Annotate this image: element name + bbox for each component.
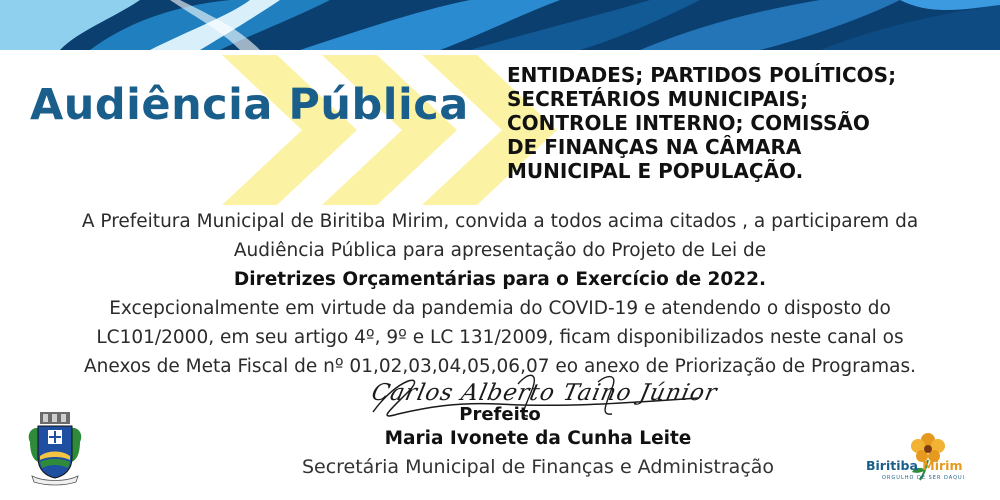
- logo-name-part2: Mirim: [922, 458, 963, 473]
- invitation-text: [0, 207, 1000, 381]
- banner-waves-graphic: [0, 0, 1000, 50]
- invitation-highlight: Diretrizes Orçamentárias para o Exercício de 2022.: [233, 269, 767, 290]
- logo-name-part1: Biritiba: [866, 458, 918, 473]
- audience-line: ENTIDADES; PARTIDOS POLÍTICOS;: [507, 63, 897, 87]
- secretary-name: Maria Ivonete da Cunha Leite: [384, 428, 692, 449]
- audience-line: MUNICIPAL E POPULAÇÃO.: [507, 159, 804, 183]
- invitation-line: A Prefeitura Municipal de Biritiba Mirim, convida a todos acima citados , a participarem da: [81, 211, 919, 232]
- audience-line: CONTROLE INTERNO; COMISSÃO: [507, 111, 870, 135]
- audience-list: [507, 63, 987, 183]
- page-title: Audiência Pública: [30, 80, 469, 130]
- municipal-crest-icon: [26, 412, 84, 486]
- department-name: Secretária Municipal de Finanças e Administração: [301, 456, 775, 478]
- invitation-line: Anexos de Meta Fiscal de nº 01,02,03,04,05,06,07 eo anexo de Priorização de Programas.: [84, 356, 916, 377]
- audience-line: DE FINANÇAS NA CÂMARA: [507, 135, 802, 159]
- logo-wordmark: [866, 458, 984, 473]
- audience-line: SECRETÁRIOS MUNICIPAIS;: [507, 87, 809, 111]
- invitation-line: LC101/2000, em seu artigo 4º, 9º e LC 131/2009, ficam disponibilizados neste canal os: [96, 327, 904, 348]
- signature-name: Carlos Alberto Taino Júnior: [369, 380, 720, 406]
- invitation-line: Audiência Pública para apresentação do Projeto de Lei de: [233, 240, 767, 261]
- top-banner: [0, 0, 1000, 50]
- signatory-role: Prefeito: [459, 404, 541, 425]
- invitation-line: Excepcionalmente em virtude da pandemia do COVID-19 e atendendo o disposto do: [109, 298, 891, 319]
- logo-tagline: ORGULHO DE SER DAQUI: [882, 475, 966, 481]
